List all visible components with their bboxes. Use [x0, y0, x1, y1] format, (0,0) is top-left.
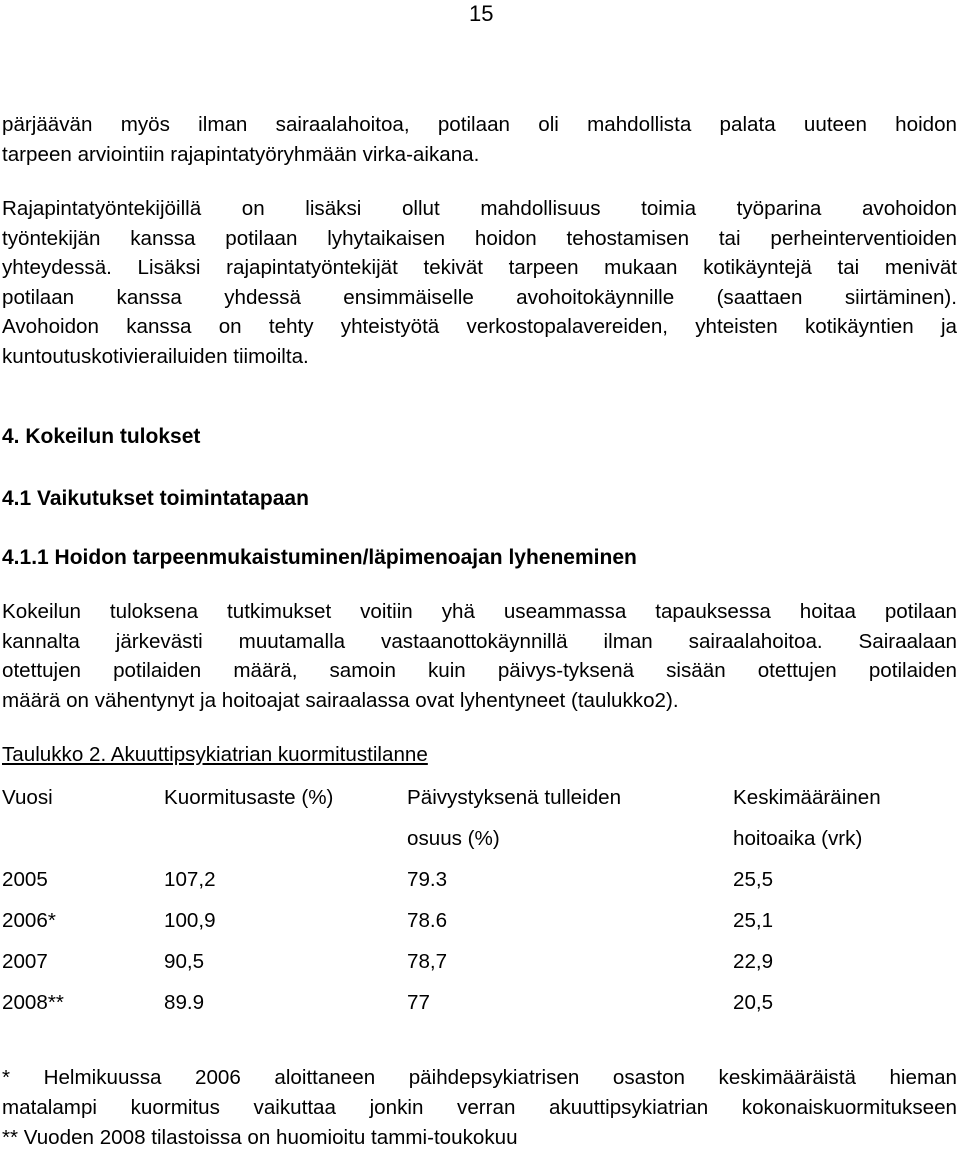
- table-cell: 25,1: [733, 909, 774, 932]
- section-heading-4-1: 4.1 Vaikutukset toimintatapaan: [2, 487, 309, 510]
- table-cell: 78.6: [407, 909, 448, 932]
- footnotes: [2, 1063, 957, 1153]
- paragraph-line: Rajapintatyöntekijöillä on lisäksi ollut mahdollisuus toimia työparina avohoidon: [2, 197, 957, 220]
- table-cell: 89.9: [164, 991, 205, 1014]
- paragraph-intro: [2, 110, 957, 169]
- paragraph-line: työntekijän kanssa potilaan lyhytaikaisen hoidon tehostamisen tai perheinterventioiden: [2, 226, 957, 250]
- table-header-cell: Keskimääräinen: [733, 786, 881, 809]
- table-row: [2, 864, 942, 905]
- data-table: [2, 782, 942, 1028]
- paragraph-rajapinta: [2, 194, 957, 372]
- table-caption: Taulukko 2. Akuuttipsykiatrian kuormitustilanne: [2, 743, 428, 766]
- table-cell: 2008**: [2, 991, 64, 1014]
- table-cell: 77: [407, 991, 430, 1014]
- table-row: [2, 946, 942, 987]
- table-cell: 78,7: [407, 950, 448, 973]
- paragraph-line: pärjäävän myös ilman sairaalahoitoa, potilaan oli mahdollista palata uuteen hoidon: [2, 113, 957, 136]
- table-cell: 100,9: [164, 909, 216, 932]
- table-cell: 2005: [2, 868, 48, 891]
- table-header-cell: Kuormitusaste (%): [164, 786, 334, 809]
- table-header-cell: hoitoaika (vrk): [733, 827, 863, 850]
- paragraph-line: otettujen potilaiden määrä, samoin kuin päivys-tyksenä sisään otettujen potilaiden: [2, 659, 957, 683]
- table-cell: 2007: [2, 950, 48, 973]
- footnote-line: ** Vuoden 2008 tilastoissa on huomioitu tammi-toukokuu: [2, 1126, 518, 1149]
- table-row: [2, 987, 942, 1028]
- paragraph-line: Kokeilun tuloksena tutkimukset voitiin yhä useammassa tapauksessa hoitaa potilaan: [2, 600, 957, 623]
- section-heading-4: 4. Kokeilun tulokset: [2, 425, 201, 448]
- table-header-row: [2, 782, 942, 823]
- table-header-cell: Vuosi: [2, 786, 53, 809]
- paragraph-line: kannalta järkevästi muutamalla vastaanottokäynnillä ilman sairaalahoitoa. Sairaalaan: [2, 629, 957, 653]
- footnote-line: * Helmikuussa 2006 aloittaneen päihdepsykiatrisen osaston keskimääräistä hieman: [2, 1066, 957, 1089]
- table-cell: 22,9: [733, 950, 774, 973]
- paragraph-line: kuntoutuskotivierailuiden tiimoilta.: [2, 344, 309, 368]
- paragraph-line: määrä on vähentynyt ja hoitoajat sairaalassa ovat lyhentyneet (taulukko2).: [2, 688, 679, 712]
- table-header-cell: osuus (%): [407, 827, 500, 850]
- paragraph-results: [2, 597, 957, 715]
- paragraph-line: yhteydessä. Lisäksi rajapintatyöntekijät tekivät tarpeen mukaan kotikäyntejä tai menivät: [2, 256, 957, 280]
- page-number: 15: [469, 1, 494, 26]
- section-heading-4-1-1: 4.1.1 Hoidon tarpeenmukaistuminen/läpimenoajan lyheneminen: [2, 546, 637, 569]
- table-header-row: [2, 823, 942, 864]
- table-cell: 79.3: [407, 868, 448, 891]
- table-cell: 107,2: [164, 868, 216, 891]
- paragraph-line: Avohoidon kanssa on tehty yhteistyötä verkostopalavereiden, yhteisten kotikäyntien ja: [2, 315, 957, 339]
- table-header-cell: Päivystyksenä tulleiden: [407, 786, 622, 809]
- paragraph-line: tarpeen arviointiin rajapintatyöryhmään virka-aikana.: [2, 142, 480, 166]
- table-cell: 2006*: [2, 909, 56, 932]
- table-cell: 20,5: [733, 991, 774, 1014]
- paragraph-line: potilaan kanssa yhdessä ensimmäiselle avohoitokäynnille (saattaen siirtäminen).: [2, 285, 957, 309]
- table-row: [2, 905, 942, 946]
- footnote-line: matalampi kuormitus vaikuttaa jonkin verran akuuttipsykiatrian kokonaiskuormitukseen: [2, 1096, 957, 1119]
- table-cell: 90,5: [164, 950, 205, 973]
- table-cell: 25,5: [733, 868, 774, 891]
